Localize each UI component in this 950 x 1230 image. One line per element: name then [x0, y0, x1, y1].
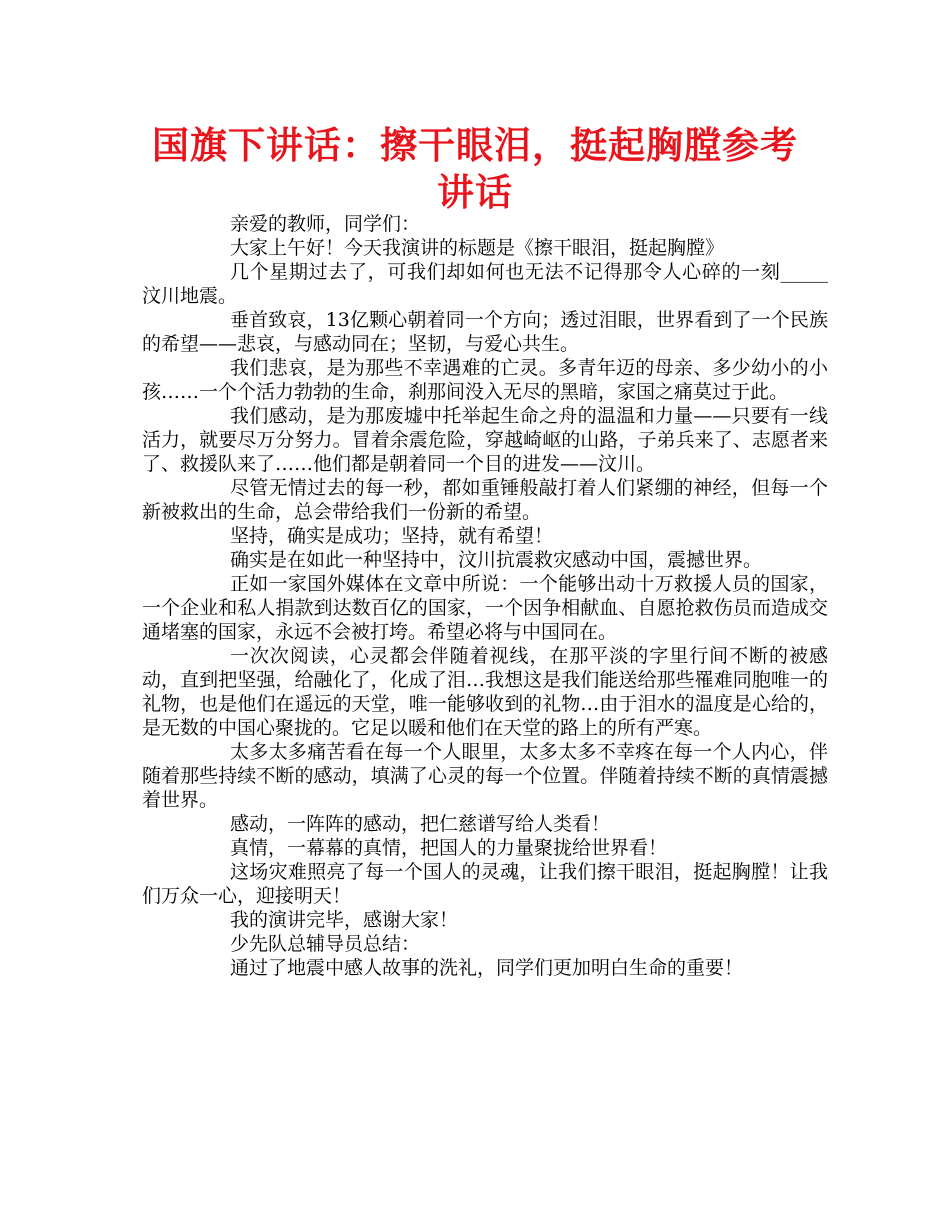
paragraph: 真情，一幕幕的真情，把国人的力量聚拢给世界看！ — [230, 837, 668, 859]
paragraph: 这场灾难照亮了每一个国人的灵魂，让我们擦干眼泪，挺起胸膛！让我们万众一心，迎接明天！ — [142, 861, 828, 907]
paragraph: 垂首致哀，13亿颗心朝着同一个方向；透过泪眼，世界看到了一个民族的希望——悲哀，与感动同在；坚韧，与爱心共生。 — [142, 309, 828, 355]
paragraph: 少先队总辅导员总结： — [230, 933, 421, 955]
paragraph: 尽管无情过去的每一秒，都如重锤般敲打着人们紧绷的神经，但每一个新被救出的生命，总会带给我们一份新的希望。 — [142, 477, 828, 523]
paragraph: 坚持，确实是成功；坚持，就有希望！ — [230, 525, 554, 547]
paragraph: 我们悲哀，是为那些不幸遇难的亡灵。多青年迈的母亲、多少幼小的小孩……一个个活力勃勃的生命，刹那间没入无尽的黑暗，家国之痛莫过于此。 — [142, 357, 828, 403]
paragraph: 通过了地震中感人故事的洗礼，同学们更加明白生命的重要！ — [230, 957, 744, 979]
paragraph: 亲爱的教师，同学们： — [230, 213, 421, 235]
paragraph: 大家上午好！今天我演讲的标题是《擦干眼泪，挺起胸膛》 — [230, 237, 725, 259]
paragraph: 感动，一阵阵的感动，把仁慈谱写给人类看！ — [230, 813, 611, 835]
paragraph: 一次次阅读，心灵都会伴随着视线，在那平淡的字里行间不断的被感动，直到把坚强，给融化了，化成了泪…我想这是我们能送给那些罹难同胞唯一的礼物，也是他们在遥远的天堂，唯一能够收到的礼物…由于泪水的温度是心给的，是无数的中国心聚拢的。它足以暖和他们在天堂的路上的所有严寒。 — [142, 645, 828, 739]
paragraph: 确实是在如此一种坚持中，汶川抗震救灾感动中国，震撼世界。 — [230, 549, 763, 571]
document-body — [142, 212, 828, 980]
paragraph: 正如一家国外媒体在文章中所说：一个能够出动十万救援人员的国家，一个企业和私人捐款到达数百亿的国家，一个因争相献血、自愿抢救伤员而造成交通堵塞的国家，永远不会被打垮。希望必将与中国同在。 — [142, 573, 828, 643]
document-title: 国旗下讲话：擦干眼泪，挺起胸膛参考讲话 — [152, 124, 798, 214]
paragraph: 我们感动，是为那废墟中托举起生命之舟的温温和力量——只要有一线活力，就要尽万分努力。冒着余震危险，穿越崎岖的山路，子弟兵来了、志愿者来了、救援队来了……他们都是朝着同一个目的进发——汶川。 — [142, 405, 828, 475]
paragraph: 几个星期过去了，可我们却如何也无法不记得那令人心碎的一刻_____汶川地震。 — [142, 261, 828, 307]
paragraph: 我的演讲完毕，感谢大家！ — [230, 909, 459, 931]
paragraph: 太多太多痛苦看在每一个人眼里，太多太多不幸疼在每一个人内心，伴随着那些持续不断的感动，填满了心灵的每一个位置。伴随着持续不断的真情震撼着世界。 — [142, 741, 828, 811]
